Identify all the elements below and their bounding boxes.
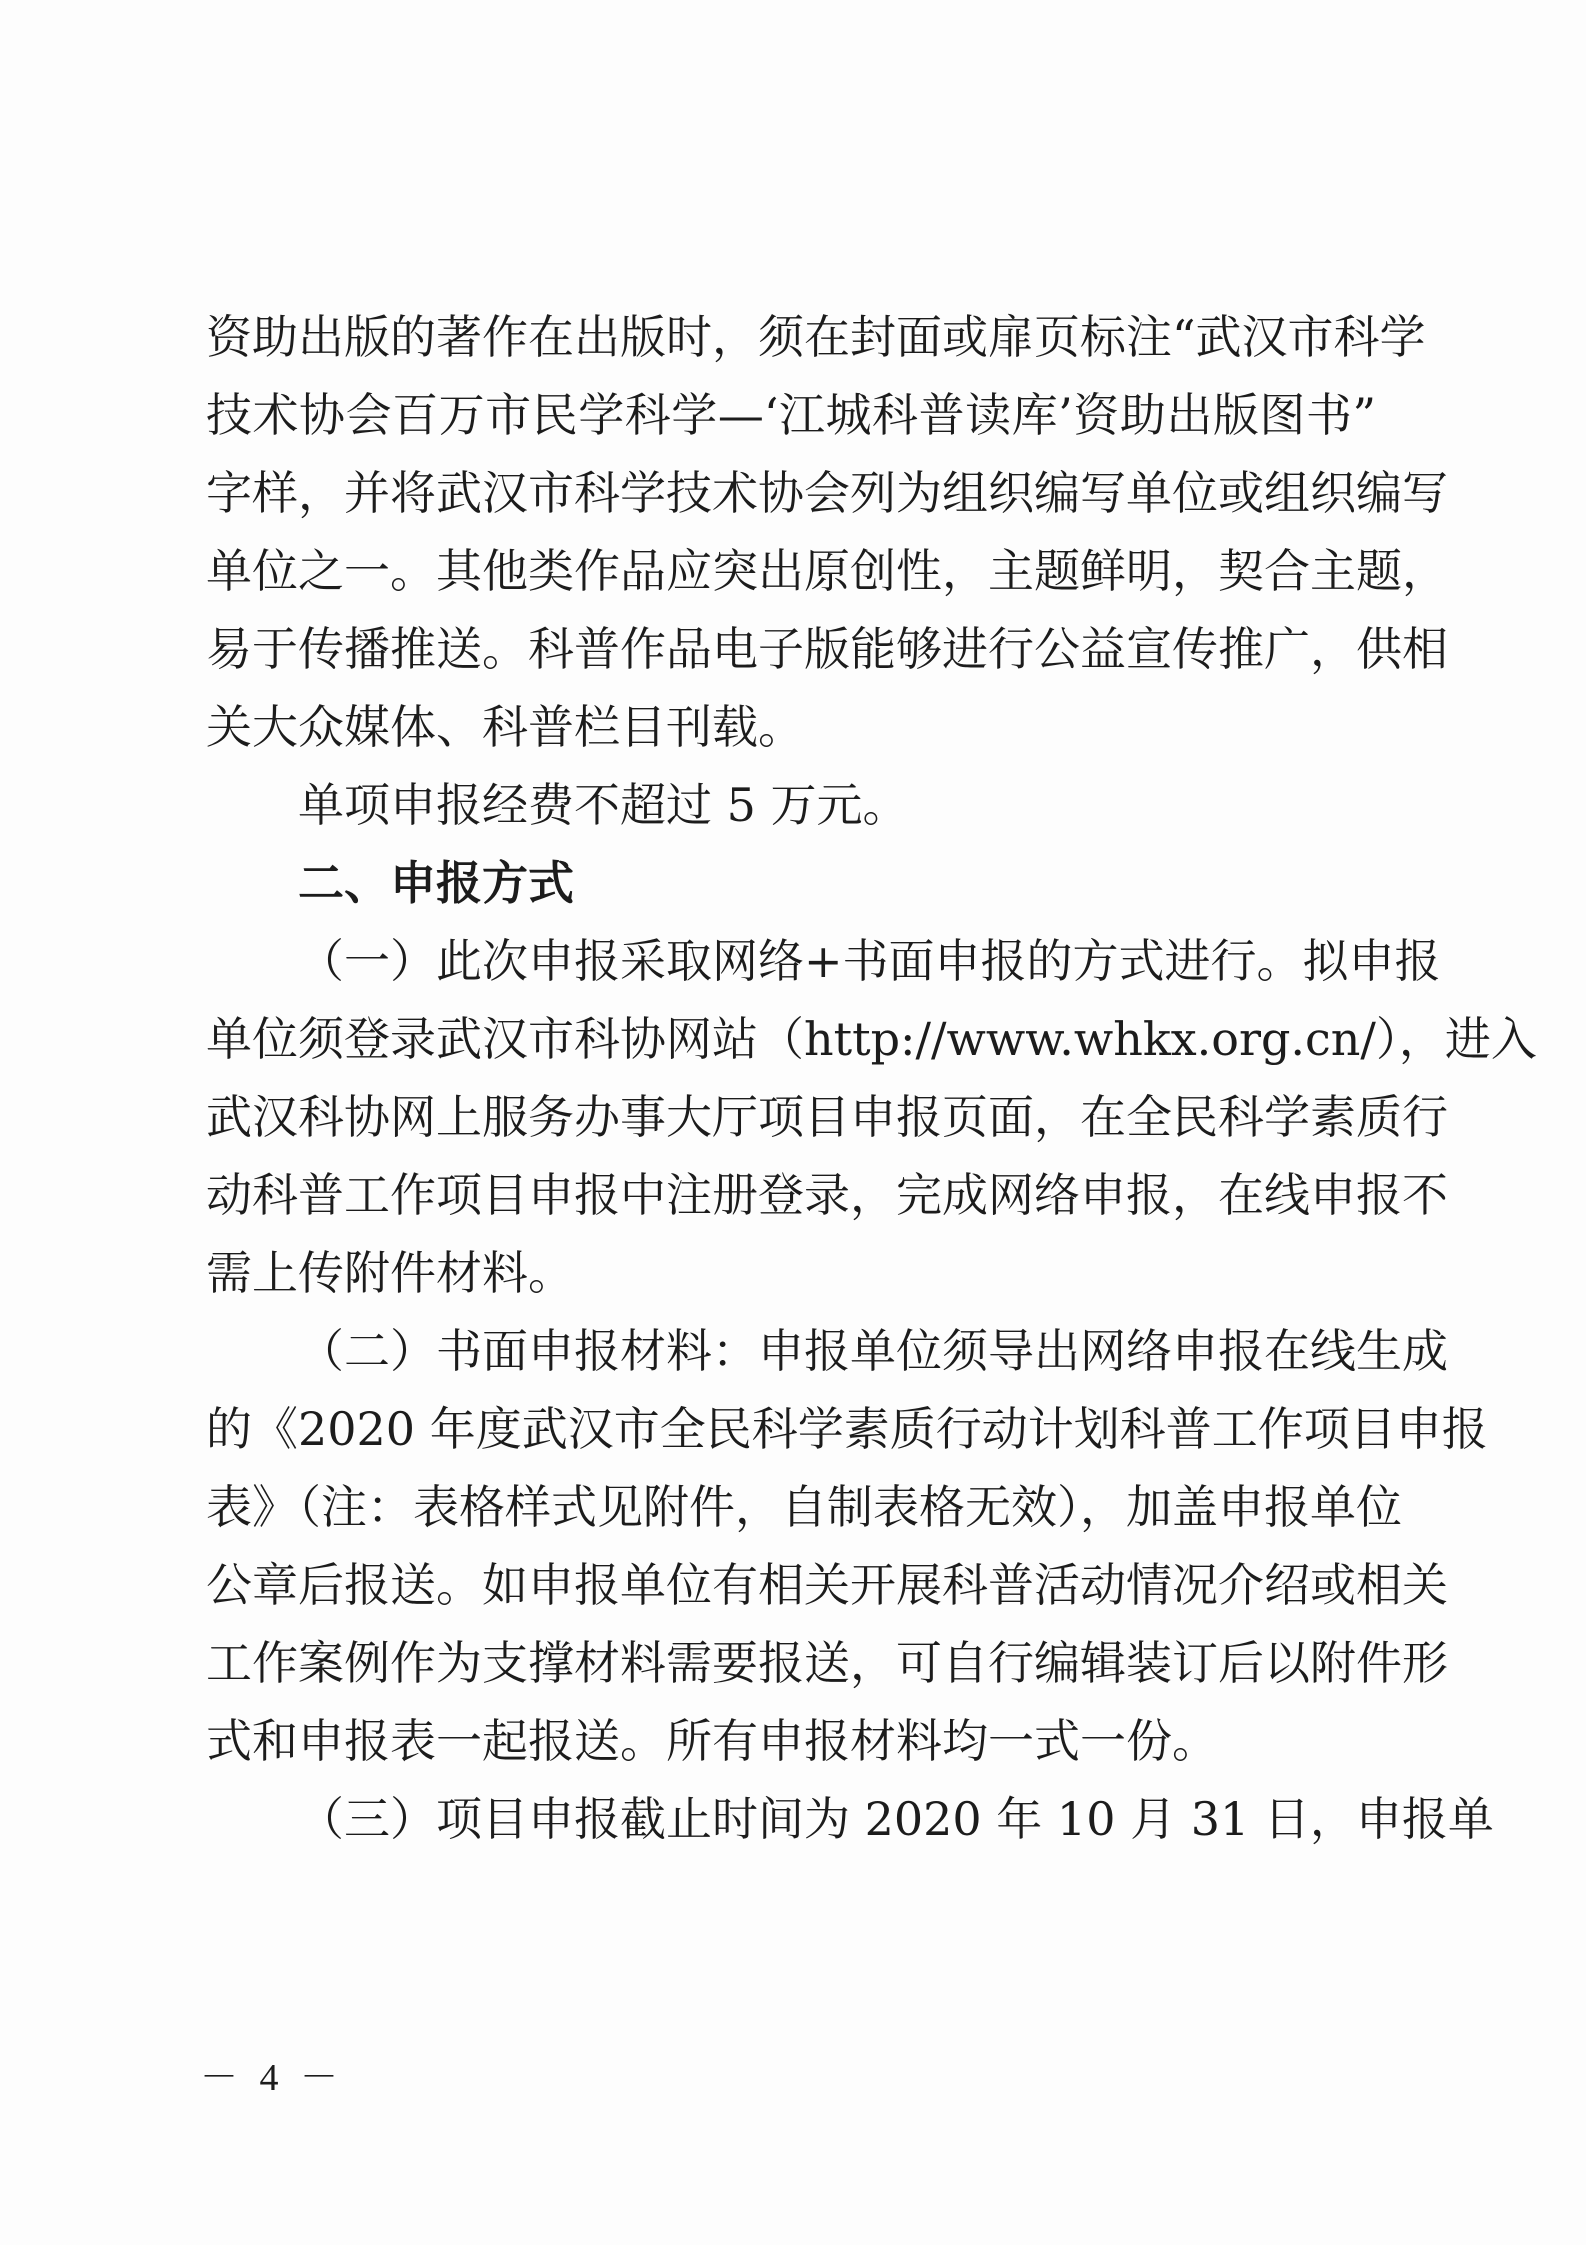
paragraph-3-line-5: 需上传附件材料。 (206, 1246, 574, 1300)
paragraph-3-line-4: 动科普工作项目申报中注册登录，完成网络申报，在线申报不 (206, 1168, 1448, 1222)
paragraph-1-line-2: 技术协会百万市民学科学—‘江城科普读库’资助出版图书” (206, 388, 1376, 442)
paragraph-4-line-2: 的《2020 年度武汉市全民科学素质行动计划科普工作项目申报 (206, 1402, 1488, 1456)
section-heading: 二、申报方式 (298, 856, 574, 910)
paragraph-4-line-1: （二）书面申报材料：申报单位须导出网络申报在线生成 (298, 1324, 1448, 1378)
paragraph-3-line-2: 单位须登录武汉市科协网站（http://www.whkx.org.cn/），进入 (206, 1012, 1537, 1066)
paragraph-3-line-1: （一）此次申报采取网络+书面申报的方式进行。拟申报 (298, 934, 1441, 988)
page-number: － 4 － (200, 2057, 345, 2099)
paragraph-5-line-1: （三）项目申报截止时间为 2020 年 10 月 31 日，申报单 (298, 1792, 1494, 1846)
paragraph-4-line-3: 表》（注：表格样式见附件，自制表格无效），加盖申报单位 (206, 1480, 1402, 1534)
paragraph-1-line-4: 单位之一。其他类作品应突出原创性，主题鲜明，契合主题， (206, 544, 1448, 598)
paragraph-1-line-6: 关大众媒体、科普栏目刊载。 (206, 700, 804, 754)
paragraph-1-line-5: 易于传播推送。科普作品电子版能够进行公益宣传推广，供相 (206, 622, 1448, 676)
paragraph-1-line-1: 资助出版的著作在出版时，须在封面或扉页标注“武汉市科学 (206, 310, 1426, 364)
paragraph-2-line-1: 单项申报经费不超过 5 万元。 (298, 778, 909, 832)
paragraph-4-line-5: 工作案例作为支撑材料需要报送，可自行编辑装订后以附件形 (206, 1636, 1448, 1690)
paragraph-4-line-4: 公章后报送。如申报单位有相关开展科普活动情况介绍或相关 (206, 1558, 1448, 1612)
paragraph-1-line-3: 字样，并将武汉市科学技术协会列为组织编写单位或组织编写 (206, 466, 1448, 520)
paragraph-4-line-6: 式和申报表一起报送。所有申报材料均一式一份。 (206, 1714, 1218, 1768)
paragraph-3-line-3: 武汉科协网上服务办事大厅项目申报页面，在全民科学素质行 (206, 1090, 1448, 1144)
